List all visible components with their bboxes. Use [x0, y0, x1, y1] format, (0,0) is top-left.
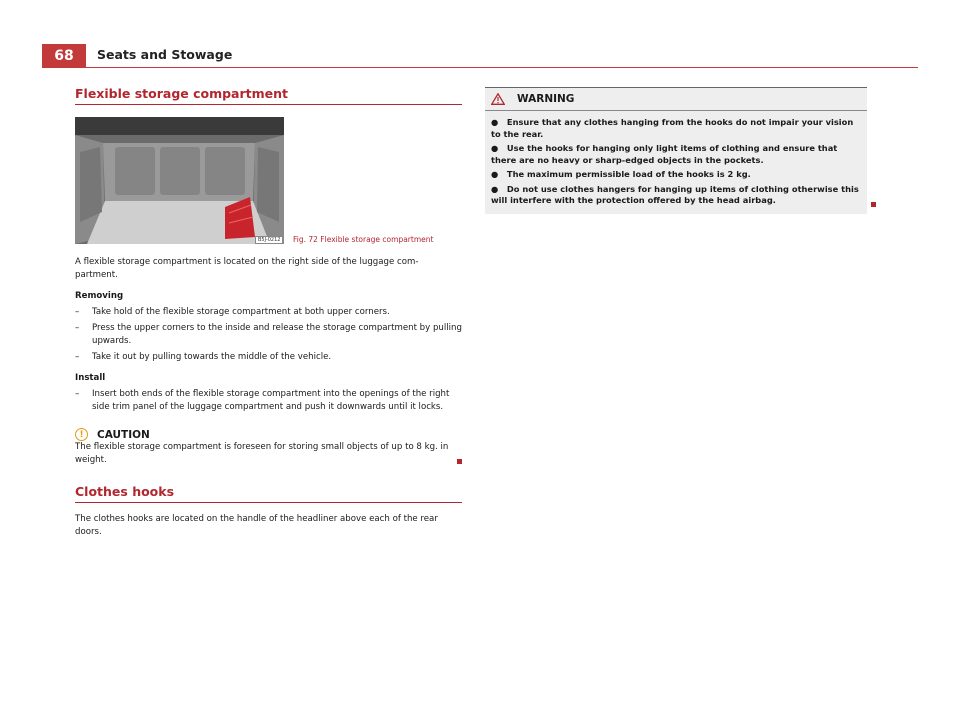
caution-text: The flexible storage compartment is foreseen for storing small objects of up to 8 kg. in weight.: [75, 442, 449, 465]
list-item: – Insert both ends of the flexible storage compartment into the openings of the right side trim panel of the luggage compartment and push it downwards until it locks.: [75, 389, 450, 412]
caution-header: [75, 428, 462, 441]
warning-box: [485, 87, 867, 214]
caution-body: [75, 441, 462, 467]
clothes-hooks-text: The clothes hooks are located on the handle of the headliner above each of the rear doors.: [75, 514, 438, 537]
warning-list: [485, 111, 867, 207]
chapter-title: Seats and Stowage: [97, 47, 233, 62]
left-column: [75, 86, 462, 539]
install-title: Install: [75, 373, 106, 383]
end-square-icon: [457, 459, 462, 464]
removing-title: Removing: [75, 291, 124, 301]
end-square-icon: [871, 202, 876, 207]
caution-title: CAUTION: [97, 428, 150, 441]
warning-triangle-icon: [491, 93, 505, 105]
list-item: – Press the upper corners to the inside and release the storage compartment by pulling upwards.: [75, 323, 462, 346]
figure-caption: Fig. 72 Flexible storage compartment: [293, 235, 434, 244]
section-title-clothes-hooks: Clothes hooks: [75, 484, 175, 499]
list-item: ● Ensure that any clothes hanging from the hooks do not impair your vision to the rear.: [491, 117, 854, 139]
removing-steps: [75, 306, 462, 364]
header-rule: [86, 67, 918, 68]
warning-header: [485, 88, 867, 111]
caution-circle-icon: !: [75, 428, 88, 441]
figure-72: [75, 117, 462, 245]
section-title-flexible-storage: Flexible storage compartment: [75, 86, 289, 101]
page-number: 68: [42, 44, 86, 68]
figure-code: B5J-0212: [255, 236, 283, 244]
install-steps: [75, 388, 462, 414]
section-rule: [75, 104, 462, 105]
list-item: ● Do not use clothes hangers for hanging up items of clothing otherwise this will interfere with the protection offered by the head airbag.: [491, 183, 859, 205]
section-rule: [75, 502, 462, 503]
luggage-compartment-photo: [75, 117, 284, 244]
list-item: ● Use the hooks for hanging only light items of clothing and ensure that there are no heavy or sharp-edged objects in the pockets.: [491, 143, 838, 165]
list-item: – Take hold of the flexible storage compartment at both upper corners.: [75, 307, 390, 317]
list-item: – Take it out by pulling towards the middle of the vehicle.: [75, 352, 332, 362]
warning-title: WARNING: [517, 93, 575, 105]
list-item: ● The maximum permissible load of the hooks is 2 kg.: [491, 169, 751, 179]
clothes-hooks-section: [75, 484, 462, 539]
intro-paragraph: A flexible storage compartment is located on the right side of the luggage com- partment.: [75, 257, 419, 280]
